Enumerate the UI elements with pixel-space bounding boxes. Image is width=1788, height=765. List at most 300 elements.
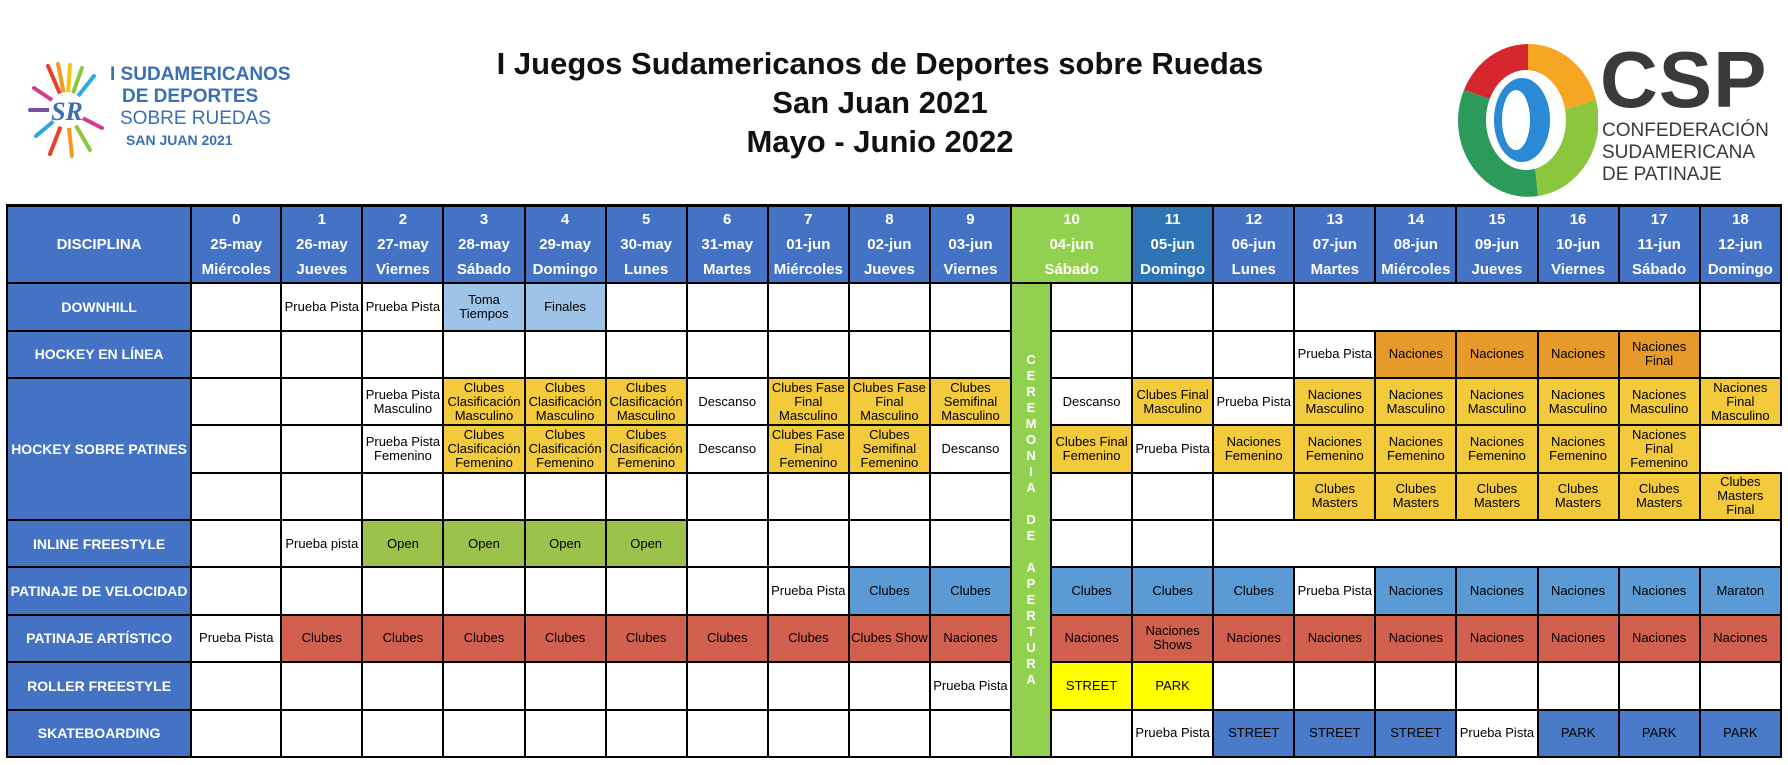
schedule-cell (1132, 473, 1213, 520)
schedule-cell (1538, 662, 1619, 709)
opening-ceremony-letter: R (1026, 608, 1036, 624)
schedule-cell: Naciones Femenino (1538, 425, 1619, 472)
schedule-cell (1700, 283, 1781, 330)
schedule-cell: Prueba Pista (1294, 331, 1375, 378)
schedule-cell: Naciones (1456, 567, 1537, 614)
schedule-cell (930, 710, 1011, 757)
opening-ceremony-letter (1012, 496, 1050, 512)
schedule-cell: Clubes Masters Final (1700, 473, 1781, 520)
schedule-cell: Prueba Pista (768, 567, 849, 614)
discipline-header: DISCIPLINA (7, 206, 191, 284)
day-header-6 (687, 206, 768, 284)
schedule-cell: Clubes (930, 567, 1011, 614)
day-header-1 (281, 206, 362, 284)
schedule-cell (1132, 331, 1213, 378)
opening-ceremony-letter: A (1026, 560, 1036, 576)
title-line-3: Mayo - Junio 2022 (746, 124, 1014, 159)
schedule-cell: Clubes (281, 615, 362, 662)
header-row (7, 206, 1781, 284)
schedule-cell (768, 520, 849, 567)
schedule-cell: Naciones Final (1619, 331, 1700, 378)
schedule-cell (1700, 662, 1781, 709)
schedule-cell (362, 331, 443, 378)
schedule-cell (191, 662, 281, 709)
schedule-cell (687, 710, 768, 757)
day-header-date: 09-jun (1474, 236, 1520, 254)
schedule-row (7, 710, 1781, 757)
schedule-row (7, 425, 1781, 472)
schedule-cell (768, 473, 849, 520)
schedule-cell: Clubes Fase Final Femenino (768, 425, 849, 472)
day-header-9 (930, 206, 1011, 284)
schedule-cell (687, 283, 768, 330)
schedule-cell (768, 331, 849, 378)
schedule-cell (768, 283, 849, 330)
logo-left-line-2: DE DEPORTES (122, 86, 259, 107)
title-line-1: I Juegos Sudamericanos de Deportes sobre Ruedas (496, 46, 1264, 81)
discipline-inline-freestyle: INLINE FREESTYLE (7, 520, 191, 567)
schedule-cell: Clubes (606, 615, 687, 662)
day-header-16 (1538, 206, 1619, 284)
schedule-cell: Clubes Masters (1375, 473, 1456, 520)
sr-emblem-icon (28, 62, 106, 158)
opening-ceremony-letter (1012, 544, 1050, 560)
schedule-cell: Prueba Pista (1213, 378, 1294, 425)
schedule-cell: Prueba Pista (1294, 567, 1375, 614)
schedule-cell (687, 331, 768, 378)
schedule-cell: Clubes (1213, 567, 1294, 614)
schedule-cell: Open (443, 520, 524, 567)
schedule-cell (687, 662, 768, 709)
schedule-cell (849, 520, 930, 567)
opening-ceremony-letter: I (1029, 464, 1033, 480)
csp-abbr: CSP (1600, 35, 1768, 124)
day-header-weekday: Miércoles (201, 261, 271, 279)
discipline-skateboarding: SKATEBOARDING (7, 710, 191, 757)
opening-ceremony-letter: E (1026, 368, 1036, 384)
schedule-cell: Clubes (768, 615, 849, 662)
day-header-n: 15 (1488, 211, 1506, 229)
schedule-cell: Naciones (1538, 331, 1619, 378)
schedule-cell: Prueba Pista Masculino (362, 378, 443, 425)
schedule-cell (525, 473, 606, 520)
day-header-date: 07-jun (1312, 236, 1357, 254)
day-header-weekday: Lunes (624, 261, 669, 279)
day-header-weekday: Domingo (1140, 261, 1206, 279)
day-header-weekday: Viernes (375, 261, 430, 279)
schedule-cell (849, 710, 930, 757)
schedule-cell (443, 662, 524, 709)
schedule-cell (930, 331, 1011, 378)
csp-emblem-icon (1458, 40, 1598, 200)
schedule-cell: Naciones (1051, 615, 1132, 662)
schedule-row (7, 520, 1781, 567)
day-header-date: 06-jun (1231, 236, 1276, 254)
schedule-cell (525, 331, 606, 378)
day-header-date: 29-may (539, 236, 591, 254)
schedule-cell (1051, 283, 1132, 330)
schedule-cell: Clubes Masters (1294, 473, 1375, 520)
schedule-cell (362, 473, 443, 520)
schedule-cell (191, 520, 281, 567)
day-header-date: 30-may (620, 236, 672, 254)
day-header-3 (443, 206, 524, 284)
schedule-cell (1213, 662, 1294, 709)
schedule-cell (443, 710, 524, 757)
day-header-n: 10 (1063, 211, 1080, 229)
schedule-cell (525, 567, 606, 614)
schedule-cell (1051, 710, 1132, 757)
day-header-n: 4 (560, 211, 570, 229)
day-header-date: 04-jun (1049, 236, 1094, 254)
schedule-cell: Naciones (1213, 615, 1294, 662)
day-header-14 (1375, 206, 1456, 284)
schedule-cell: Descanso (687, 425, 768, 472)
schedule-cell: Naciones Femenino (1456, 425, 1537, 472)
schedule-cell: Prueba Pista (1456, 710, 1537, 757)
schedule-cell: Descanso (1051, 378, 1132, 425)
day-header-n: 6 (723, 211, 732, 229)
schedule-cell: Clubes (525, 615, 606, 662)
svg-text:SR: SR (51, 97, 83, 126)
logo-left-line-3: SOBRE RUEDAS (120, 108, 271, 129)
opening-ceremony-letter: E (1026, 400, 1036, 416)
day-header-n: 2 (398, 211, 408, 229)
opening-ceremony-letter: O (1025, 432, 1037, 448)
schedule-cell: Prueba Pista Femenino (362, 425, 443, 472)
schedule-cell (606, 331, 687, 378)
page-title (430, 44, 1330, 161)
schedule-cell: Naciones Final Masculino (1700, 378, 1781, 425)
schedule-cell: PARK (1132, 662, 1213, 709)
schedule-cell: Naciones Femenino (1294, 425, 1375, 472)
schedule-cell (1213, 473, 1294, 520)
schedule-cell (1132, 520, 1213, 567)
schedule-cell: Naciones (930, 615, 1011, 662)
discipline-downhill: DOWNHILL (7, 283, 191, 330)
schedule-cell: Clubes Semifinal Masculino (930, 378, 1011, 425)
schedule-cell: Naciones (1375, 567, 1456, 614)
day-header-n: 18 (1731, 211, 1749, 229)
schedule-cell (606, 567, 687, 614)
day-header-date: 31-may (701, 236, 754, 254)
schedule-cell (525, 662, 606, 709)
schedule-cell (849, 283, 930, 330)
discipline-hockey-linea: HOCKEY EN LÍNEA (7, 331, 191, 378)
schedule-cell (281, 710, 362, 757)
day-header-n: 17 (1650, 211, 1668, 229)
day-header-date: 11-jun (1637, 236, 1681, 254)
schedule-cell (362, 662, 443, 709)
day-header-date: 01-jun (786, 236, 831, 254)
day-header-13 (1294, 206, 1375, 284)
day-header-n: 13 (1326, 211, 1344, 229)
schedule-cell: Naciones Masculino (1294, 378, 1375, 425)
day-header-weekday: Lunes (1231, 261, 1276, 279)
sudamericanos-logo (28, 62, 298, 172)
day-header-n: 1 (317, 211, 326, 229)
schedule-cell: Clubes Masters (1619, 473, 1700, 520)
schedule-row (7, 567, 1781, 614)
day-header-n: 5 (641, 211, 651, 229)
csp-line-2: SUDAMERICANA (1602, 142, 1756, 163)
schedule-cell (606, 710, 687, 757)
schedule-cell: Clubes Masters (1456, 473, 1537, 520)
schedule-cell: Naciones Femenino (1213, 425, 1294, 472)
discipline-velocidad: PATINAJE DE VELOCIDAD (7, 567, 191, 614)
schedule-cell: Clubes Clasificación Femenino (443, 425, 524, 472)
schedule-cell: Naciones Masculino (1538, 378, 1619, 425)
day-header-n: 11 (1164, 211, 1181, 229)
opening-ceremony-letter: T (1027, 624, 1035, 640)
day-header-4 (525, 206, 606, 284)
opening-ceremony-letter: R (1026, 656, 1036, 672)
schedule-cell: STREET (1051, 662, 1132, 709)
schedule-cell: PARK (1700, 710, 1781, 757)
schedule-cell (687, 520, 768, 567)
schedule-cell: Clubes Semifinal Femenino (849, 425, 930, 472)
opening-ceremony-letter: C (1026, 352, 1036, 368)
schedule-cell: Clubes Fase Final Masculino (849, 378, 930, 425)
schedule-cell (443, 473, 524, 520)
schedule-cell: Prueba Pista (1132, 710, 1213, 757)
schedule-cell: Clubes (443, 615, 524, 662)
schedule-row (7, 283, 1781, 330)
day-header-n: 3 (479, 211, 489, 229)
day-header-date: 27-may (377, 236, 429, 254)
schedule-cell (930, 520, 1011, 567)
schedule-cell (687, 473, 768, 520)
day-header-15 (1456, 206, 1537, 284)
day-header-date: 26-may (295, 236, 348, 254)
schedule-cell: Naciones Final Femenino (1619, 425, 1700, 472)
day-header-weekday: Miércoles (773, 261, 843, 279)
day-header-0 (191, 206, 281, 284)
schedule-cell (768, 662, 849, 709)
day-header-weekday: Jueves (863, 261, 915, 279)
schedule-cell: Clubes Final Masculino (1132, 378, 1213, 425)
schedule-cell (1375, 662, 1456, 709)
logo-left-line-1: I SUDAMERICANOS (110, 64, 291, 85)
day-header-n: 0 (232, 211, 241, 229)
schedule-cell (191, 567, 281, 614)
schedule-cell (1051, 520, 1132, 567)
day-header-weekday: Jueves (1471, 261, 1523, 279)
schedule-cell: Open (606, 520, 687, 567)
schedule-cell: Open (525, 520, 606, 567)
schedule-cell (362, 710, 443, 757)
schedule-cell: Naciones Masculino (1619, 378, 1700, 425)
schedule-cell (1456, 662, 1537, 709)
schedule-cell: Naciones (1456, 615, 1537, 662)
day-header-date: 25-may (210, 236, 263, 254)
day-header-5 (606, 206, 687, 284)
day-header-n: 9 (966, 211, 975, 229)
opening-ceremony-letter: P (1026, 576, 1036, 592)
opening-ceremony-letter: D (1026, 512, 1036, 528)
schedule-cell: PARK (1619, 710, 1700, 757)
schedule-cell: Naciones (1456, 331, 1537, 378)
schedule-cell (606, 473, 687, 520)
csp-line-3: DE PATINAJE (1602, 164, 1722, 185)
schedule-cell (930, 283, 1011, 330)
day-header-2 (362, 206, 443, 284)
csp-line-1: CONFEDERACIÓN (1602, 120, 1769, 141)
schedule-cell (191, 425, 281, 472)
schedule-cell (362, 567, 443, 614)
day-header-17 (1619, 206, 1700, 284)
opening-ceremony-letter: A (1026, 480, 1036, 496)
discipline-roller-freestyle: ROLLER FREESTYLE (7, 662, 191, 709)
title-line-2: San Juan 2021 (772, 85, 988, 120)
schedule-cell: Prueba Pista (191, 615, 281, 662)
day-header-date: 10-jun (1555, 236, 1601, 254)
schedule-cell: Clubes Fase Final Masculino (768, 378, 849, 425)
schedule-cell: Clubes Clasificación Femenino (606, 425, 687, 472)
day-header-weekday: Viernes (1551, 261, 1605, 279)
opening-ceremony-letter: N (1026, 448, 1036, 464)
schedule-cell (281, 425, 362, 472)
day-header-weekday: Domingo (1707, 261, 1773, 279)
schedule-cell (281, 662, 362, 709)
opening-ceremony-column (1011, 283, 1051, 757)
schedule-cell: Prueba Pista (1132, 425, 1213, 472)
schedule-cell: Clubes (1132, 567, 1213, 614)
schedule-cell (1213, 283, 1294, 330)
schedule-cell: Prueba Pista (281, 283, 362, 330)
day-header-n: 14 (1407, 211, 1425, 229)
schedule-cell: Clubes (362, 615, 443, 662)
schedule-cell (191, 710, 281, 757)
schedule-cell: Naciones (1375, 615, 1456, 662)
schedule-cell (191, 473, 281, 520)
schedule-cell (687, 567, 768, 614)
schedule-cell (606, 662, 687, 709)
schedule-cell (1051, 331, 1132, 378)
day-header-n: 12 (1245, 211, 1263, 229)
schedule-cell (1132, 283, 1213, 330)
day-header-12 (1213, 206, 1294, 284)
day-header-n: 8 (885, 211, 894, 229)
schedule-cell: Naciones Shows (1132, 615, 1213, 662)
day-header-weekday: Sábado (1632, 261, 1687, 279)
schedule-cell (849, 473, 930, 520)
opening-ceremony-letter: U (1026, 640, 1036, 656)
day-header-8 (849, 206, 930, 284)
schedule-cell (1294, 662, 1375, 709)
schedule-cell (281, 378, 362, 425)
schedule-cell: Clubes Clasificación Masculino (525, 378, 606, 425)
schedule-cell: Clubes Final Femenino (1051, 425, 1132, 472)
schedule-cell: Clubes (849, 567, 930, 614)
schedule-cell: Toma Tiempos (443, 283, 524, 330)
schedule-cell: Naciones (1538, 567, 1619, 614)
schedule-cell: Naciones (1619, 615, 1700, 662)
schedule-cell (606, 283, 687, 330)
schedule-cell: STREET (1375, 710, 1456, 757)
schedule-cell (1294, 283, 1699, 330)
schedule-cell (1619, 662, 1700, 709)
opening-ceremony-letter: M (1025, 416, 1037, 432)
day-header-7 (768, 206, 849, 284)
schedule-cell (443, 331, 524, 378)
schedule-body (7, 206, 1781, 758)
schedule-row (7, 331, 1781, 378)
schedule-cell: STREET (1294, 710, 1375, 757)
day-header-weekday: Domingo (532, 261, 598, 279)
schedule-cell (1213, 331, 1294, 378)
schedule-cell: Naciones Femenino (1375, 425, 1456, 472)
schedule-cell: Clubes Masters (1538, 473, 1619, 520)
csp-subtitle (1602, 120, 1769, 186)
day-header-11 (1132, 206, 1213, 284)
schedule-cell: Prueba Pista (930, 662, 1011, 709)
opening-ceremony-letter: A (1026, 672, 1036, 688)
day-header-date: 02-jun (867, 236, 912, 254)
logo-left-line-4: SAN JUAN 2021 (126, 132, 233, 148)
schedule-cell (525, 710, 606, 757)
schedule-cell: Naciones (1619, 567, 1700, 614)
schedule-cell (849, 662, 930, 709)
schedule-cell: Naciones (1294, 615, 1375, 662)
day-header-n: 16 (1569, 211, 1587, 229)
day-header-n: 7 (804, 211, 813, 229)
schedule-cell: Clubes Clasificación Femenino (525, 425, 606, 472)
day-header-weekday: Miércoles (1381, 261, 1451, 279)
schedule-cell (191, 378, 281, 425)
schedule-cell: Clubes (1051, 567, 1132, 614)
discipline-hockey-patines: HOCKEY SOBRE PATINES (7, 378, 191, 520)
schedule-cell: STREET (1213, 710, 1294, 757)
opening-ceremony-letter: R (1026, 384, 1036, 400)
day-header-weekday: Viernes (943, 261, 998, 279)
schedule-cell (443, 567, 524, 614)
schedule-cell: Clubes Clasificación Masculino (606, 378, 687, 425)
schedule-row (7, 378, 1781, 425)
day-header-weekday: Martes (1310, 261, 1359, 279)
schedule-cell: Clubes Show (849, 615, 930, 662)
schedule-cell (281, 567, 362, 614)
schedule-cell: PARK (1538, 710, 1619, 757)
schedule-cell (191, 331, 281, 378)
schedule-cell: Maraton (1700, 567, 1781, 614)
opening-ceremony-letter: E (1026, 528, 1036, 544)
schedule-cell: Clubes (687, 615, 768, 662)
discipline-artistico: PATINAJE ARTÍSTICO (7, 615, 191, 662)
schedule-cell: Descanso (930, 425, 1011, 472)
schedule-cell: Clubes Clasificación Masculino (443, 378, 524, 425)
day-header-10 (1011, 206, 1132, 284)
schedule-cell: Naciones Masculino (1456, 378, 1537, 425)
schedule-cell: Naciones (1700, 615, 1781, 662)
schedule-cell: Naciones Masculino (1375, 378, 1456, 425)
schedule-cell: Prueba Pista (362, 283, 443, 330)
schedule-cell (1700, 331, 1781, 378)
schedule-cell: Open (362, 520, 443, 567)
schedule-cell: Finales (525, 283, 606, 330)
day-header-weekday: Sábado (456, 261, 512, 279)
schedule-cell: Naciones (1375, 331, 1456, 378)
day-header-date: 08-jun (1393, 236, 1438, 254)
day-header-weekday: Martes (703, 261, 752, 279)
day-header-date: 03-jun (948, 236, 993, 254)
schedule-cell: Naciones (1538, 615, 1619, 662)
schedule-cell: Prueba pista (281, 520, 362, 567)
schedule-cell (1213, 520, 1781, 567)
schedule-cell (849, 331, 930, 378)
schedule-cell: Descanso (687, 378, 768, 425)
schedule-table (6, 204, 1782, 758)
